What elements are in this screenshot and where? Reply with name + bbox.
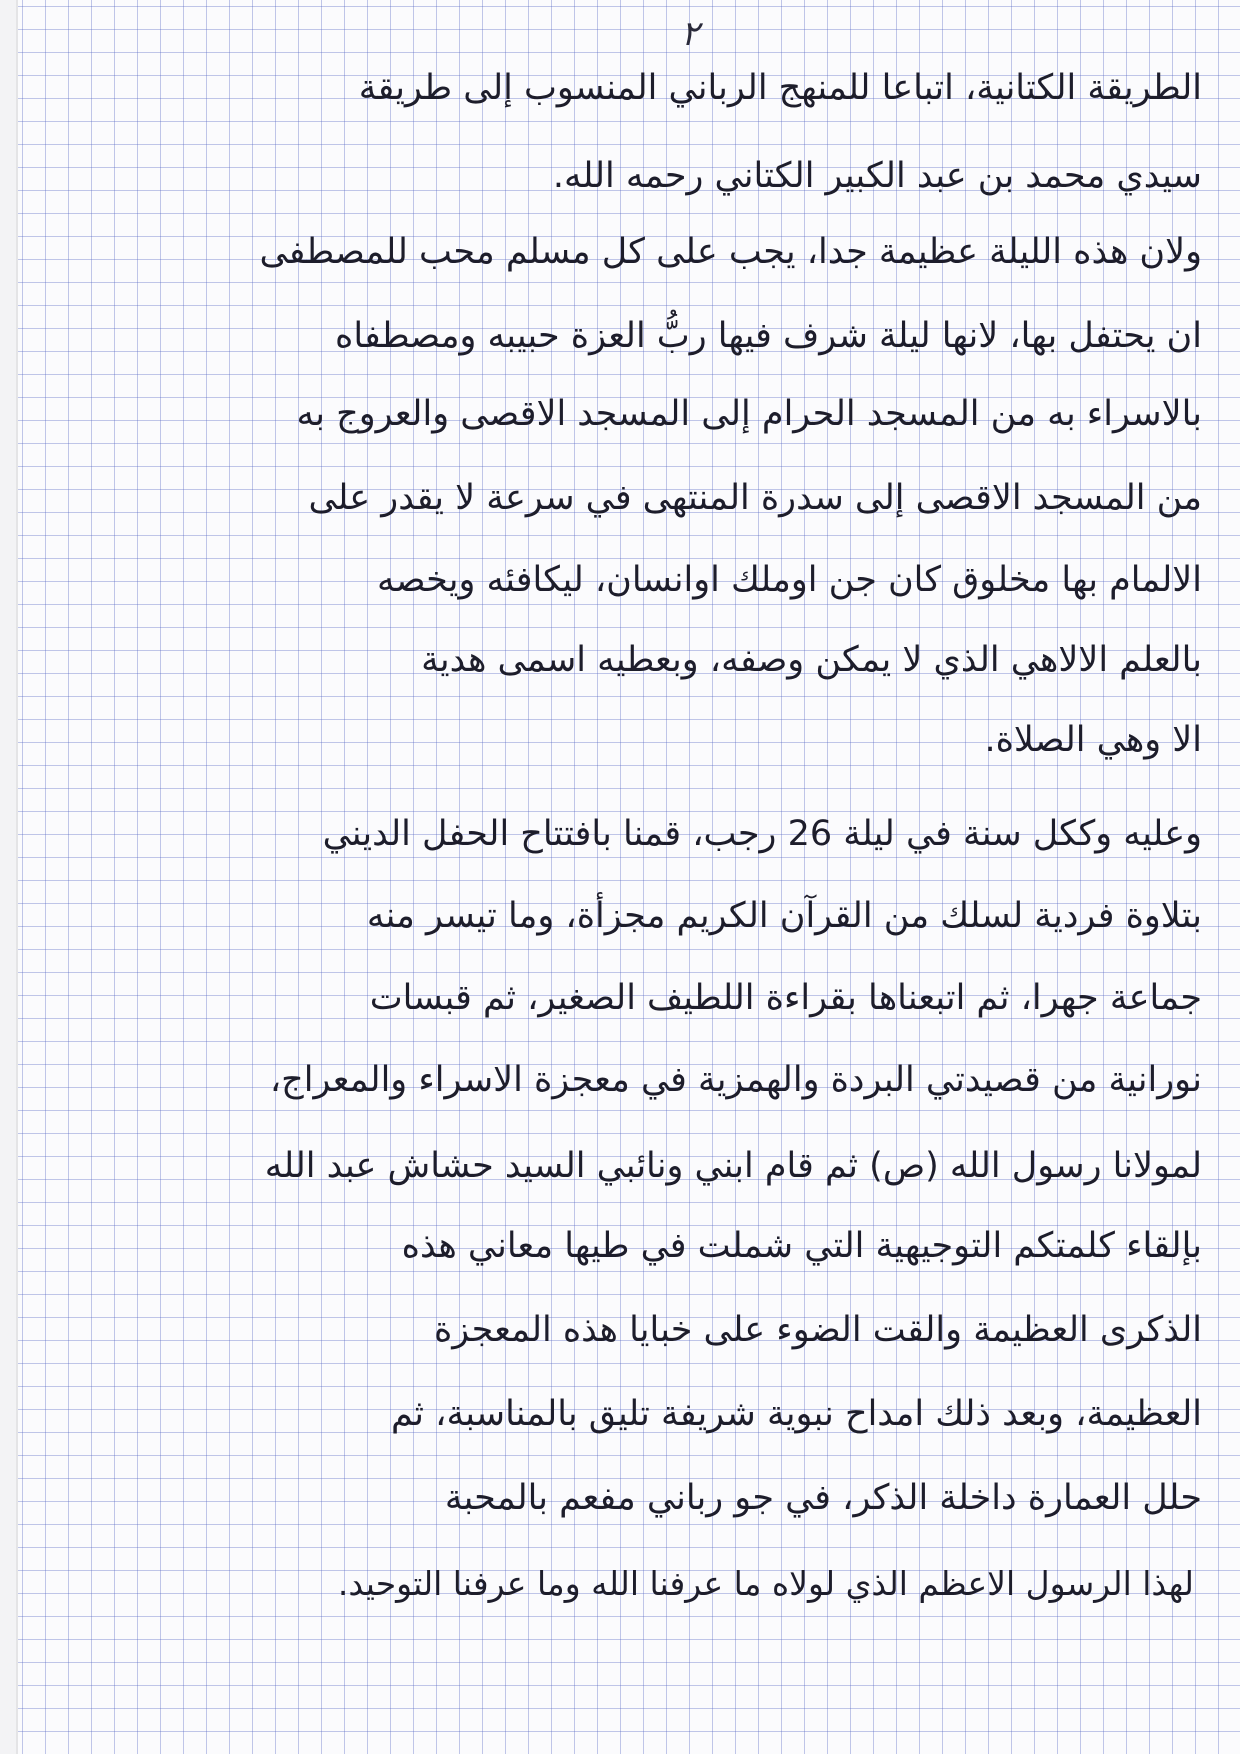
text-line-4: ان يحتفل بها، لانها ليلة شرف فيها ربُّ العزة حبيبه ومصطفاه xyxy=(335,316,1202,356)
text-line-12: جماعة جهرا، ثم اتبعناها بقراءة اللطيف الصغير، ثم قبسات xyxy=(369,978,1202,1018)
text-line-1: الطريقة الكتانية، اتباعا للمنهج الرباني المنسوب إلى طريقة xyxy=(358,68,1202,108)
text-line-8: بالعلم الالاهي الذي لا يمكن وصفه، وبعطيه اسمى هدية xyxy=(421,640,1202,680)
text-line-17: العظيمة، وبعد ذلك امداح نبوية شريفة تليق بالمناسبة، ثم xyxy=(391,1394,1202,1434)
text-line-2: سيدي محمد بن عبد الكبير الكتاني رحمه الله. xyxy=(552,156,1202,196)
text-line-10: وعليه وككل سنة في ليلة 26 رجب، قمنا بافتتاح الحفل الديني xyxy=(322,814,1202,854)
text-line-9: الا وهي الصلاة. xyxy=(984,720,1202,760)
text-line-19: لهذا الرسول الاعظم الذي لولاه ما عرفنا الله وما عرفنا التوحيد. xyxy=(337,1564,1194,1603)
scan-left-margin xyxy=(0,0,18,1754)
text-line-15: بإلقاء كلمتكم التوجيهية التي شملت في طيها معاني هذه xyxy=(401,1226,1202,1266)
text-line-13: نورانية من قصيدتي البردة والهمزية في معجزة الاسراء والمعراج، xyxy=(269,1060,1202,1100)
text-line-14: لمولانا رسول الله (ص) ثم قام ابني ونائبي السيد حشاش عبد الله xyxy=(264,1146,1202,1186)
text-line-16: الذكرى العظيمة والقت الضوء على خبايا هذه المعجزة xyxy=(433,1310,1202,1350)
text-line-3: ولان هذه الليلة عظيمة جدا، يجب على كل مسلم محب للمصطفى xyxy=(259,232,1202,272)
text-line-6: من المسجد الاقصى إلى سدرة المنتهى في سرعة لا يقدر على xyxy=(308,478,1202,518)
text-line-18: حلل العمارة داخلة الذكر، في جو رباني مفعم بالمحبة xyxy=(444,1478,1202,1518)
handwritten-text-block xyxy=(40,52,1230,1742)
text-line-7: الالمام بها مخلوق كان جن اوملك اوانسان، ليكافئه ويخصه xyxy=(377,560,1202,600)
text-line-11: بتلاوة فردية لسلك من القرآن الكريم مجزأة، وما تيسر منه xyxy=(366,896,1202,936)
text-line-5: بالاسراء به من المسجد الحرام إلى المسجد الاقصى والعروج به xyxy=(296,394,1202,434)
page-number: ٢ xyxy=(680,14,700,54)
